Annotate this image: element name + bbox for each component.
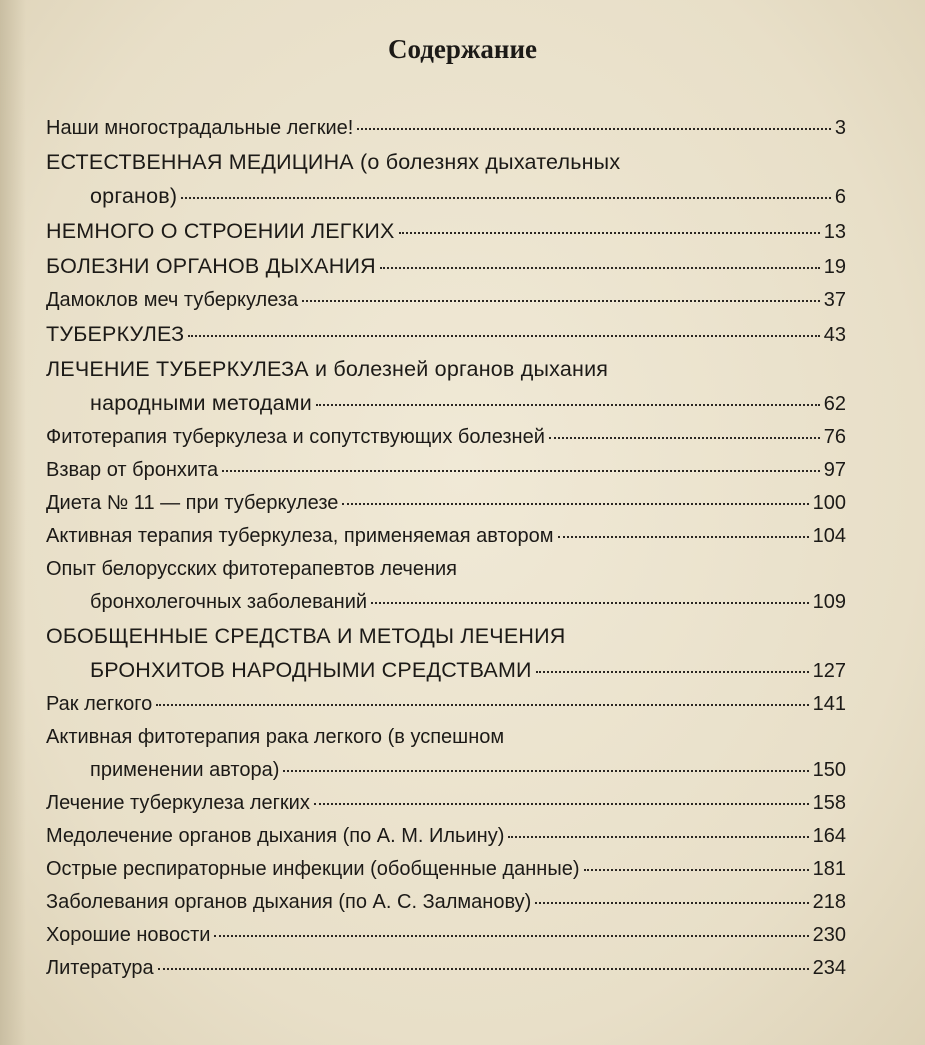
toc-page-number: 150 — [812, 759, 846, 781]
toc-page-number: 13 — [823, 221, 846, 243]
dot-leader — [188, 335, 819, 337]
toc-entry-label: Литература — [46, 957, 154, 979]
dot-leader — [214, 935, 808, 937]
dot-leader — [536, 671, 809, 673]
toc-page-number: 218 — [812, 891, 846, 913]
toc-entry[interactable] — [46, 352, 846, 421]
toc-page-number: 234 — [812, 957, 846, 979]
dot-leader — [399, 232, 820, 234]
dot-leader — [558, 536, 809, 538]
dot-leader — [508, 836, 808, 838]
toc-entry-label: НЕМНОГО О СТРОЕНИИ ЛЕГКИХ — [46, 219, 395, 243]
toc-entry-label-line2: БРОНХИТОВ НАРОДНЫМИ СРЕДСТВАМИ — [90, 658, 532, 682]
toc-page-number: 164 — [812, 825, 846, 847]
dot-leader — [222, 470, 820, 472]
dot-leader — [181, 197, 831, 199]
toc-page-number: 62 — [823, 393, 846, 415]
toc-entry[interactable] — [46, 421, 846, 454]
dot-leader — [535, 902, 808, 904]
dot-leader — [283, 770, 808, 772]
dot-leader — [380, 267, 820, 269]
toc-entry[interactable] — [46, 214, 846, 249]
toc-entry[interactable] — [46, 688, 846, 721]
toc-entry-label-line1: ЛЕЧЕНИЕ ТУБЕРКУЛЕЗА и болезней органов дыхания — [46, 357, 609, 381]
toc-page-number: 158 — [812, 792, 846, 814]
toc-page-number: 104 — [812, 525, 846, 547]
toc-entry-label: Заболевания органов дыхания (по А. С. Залманову) — [46, 891, 532, 913]
toc-entry[interactable] — [46, 454, 846, 487]
toc-entry[interactable] — [46, 284, 846, 317]
toc-entry-label-line1: ОБОБЩЕННЫЕ СРЕДСТВА И МЕТОДЫ ЛЕЧЕНИЯ — [46, 624, 566, 648]
toc-entry-label-line2: органов) — [90, 184, 178, 208]
toc-entry[interactable] — [46, 619, 846, 688]
toc-entry-label-line2: бронхолегочных заболеваний — [90, 591, 368, 613]
toc-entry[interactable] — [46, 553, 846, 619]
toc-entry-label-line2: применении автора) — [90, 759, 280, 781]
dot-leader — [302, 300, 820, 302]
toc-page-number: 230 — [812, 924, 846, 946]
toc-page-number: 76 — [823, 426, 846, 448]
toc-entry-label-line2: народными методами — [90, 391, 312, 415]
toc-entry-label: Лечение туберкулеза легких — [46, 792, 310, 814]
toc-page-number: 141 — [812, 693, 846, 715]
toc-entry-label: Рак легкого — [46, 693, 153, 715]
toc-entry-label: Наши многострадальные легкие! — [46, 117, 354, 139]
toc-page-number: 43 — [823, 324, 846, 346]
dot-leader — [158, 968, 809, 970]
toc-entry[interactable] — [46, 919, 846, 952]
dot-leader — [314, 803, 809, 805]
toc-entry[interactable] — [46, 952, 846, 985]
dot-leader — [316, 404, 820, 406]
dot-leader — [549, 437, 820, 439]
toc-entry-label: БОЛЕЗНИ ОРГАНОВ ДЫХАНИЯ — [46, 254, 376, 278]
toc-entry[interactable] — [46, 317, 846, 352]
page-title: Содержание — [387, 34, 538, 64]
toc-entry[interactable] — [46, 145, 846, 214]
toc-entry-label: Диета № 11 — при туберкулезе — [46, 492, 339, 514]
dot-leader — [371, 602, 809, 604]
toc-entry-label-line1: Опыт белорусских фитотерапевтов лечения — [46, 558, 457, 580]
toc-entry-label: Фитотерапия туберкулеза и сопутствующих болезней — [46, 426, 545, 448]
toc-entry-label: Дамоклов меч туберкулеза — [46, 289, 299, 311]
toc-page-number: 181 — [812, 858, 846, 880]
toc-page-number: 6 — [834, 186, 846, 208]
toc-entry[interactable] — [46, 721, 846, 787]
page-spine-shadow — [0, 0, 26, 1045]
toc-page-number: 37 — [823, 289, 846, 311]
toc-entry[interactable] — [46, 249, 846, 284]
toc-entry-label: ТУБЕРКУЛЕЗ — [46, 322, 185, 346]
toc-entry-label: Острые респираторные инфекции (обобщенные данные) — [46, 858, 580, 880]
toc-entry-label: Активная терапия туберкулеза, применяемая автором — [46, 525, 554, 547]
toc-entry[interactable] — [46, 487, 846, 520]
toc-page-number: 100 — [812, 492, 846, 514]
toc-entry-label: Медолечение органов дыхания (по А. М. Ильину) — [46, 825, 505, 847]
dot-leader — [342, 503, 808, 505]
toc-entry[interactable] — [46, 520, 846, 553]
toc-page-number: 97 — [823, 459, 846, 481]
toc-page-number: 3 — [834, 117, 846, 139]
toc-entry[interactable] — [46, 886, 846, 919]
table-of-contents — [46, 112, 846, 985]
toc-entry-label-line1: ЕСТЕСТВЕННАЯ МЕДИЦИНА (о болезнях дыхательных — [46, 150, 621, 174]
toc-entry-label-line1: Активная фитотерапия рака легкого (в успешном — [46, 726, 505, 748]
dot-leader — [156, 704, 808, 706]
toc-entry[interactable] — [46, 112, 846, 145]
toc-entry[interactable] — [46, 853, 846, 886]
toc-page-number: 127 — [812, 660, 846, 682]
toc-entry-label: Взвар от бронхита — [46, 459, 219, 481]
dot-leader — [584, 869, 809, 871]
toc-page-number: 19 — [823, 256, 846, 278]
toc-page-number: 109 — [812, 591, 846, 613]
dot-leader — [357, 128, 831, 130]
toc-entry[interactable] — [46, 820, 846, 853]
toc-entry[interactable] — [46, 787, 846, 820]
toc-entry-label: Хорошие новости — [46, 924, 211, 946]
